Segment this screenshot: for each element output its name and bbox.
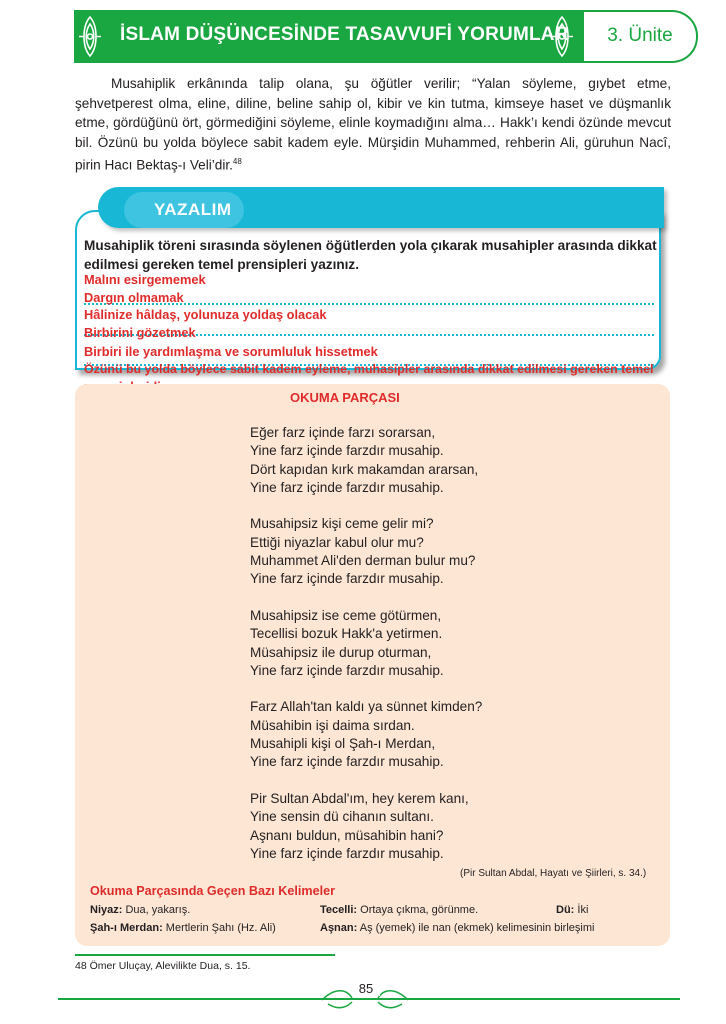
poem-stanza [250,424,570,497]
unit-badge [584,12,696,61]
poem-line: Pir Sultan Abdal'ım, hey kerem kanı, [250,790,469,806]
answer-text: Dargın olmamak [84,290,184,305]
poem-line: Yine farz içinde farzdır musahip. [250,443,444,459]
poem-line: Yine farz içinde farzdır musahip. [250,571,444,587]
glossary-item [320,904,478,916]
unit-label: 3. Ünite [607,25,673,46]
glossary-term: Dü: [556,904,575,916]
glossary-term: Niyaz: [90,904,123,916]
header-title: İSLAM DÜŞÜNCESİNDE TASAVVUFİ YORUMLAR [120,24,569,45]
glossary-item [556,904,588,916]
intro-text: Musahiplik erkânında talip olana, şu öğütler verilir; “Yalan söyleme, gıybet etme, şehvetperest olma, eline, diline, beline sahip ol, kibir ve kin tutma, kimseye haset ve düşmanlık etme, gördüğünü ört, görmediğini söyleme, elinle koymadığını alma… Hakk’ı kendi özünde mevcut bil. Özünü bu yolda böylece sabit kadem eyle. Mürşidin Muhammed, rehberin Ali, güruhun Nacî, pirin Hacı Bektaş-ı Veli’dir. [75,76,671,173]
writing-title: YAZALIM [154,200,232,219]
ornament-icon [76,14,104,59]
poem-line: Yine farz içinde farzdır musahip. [250,662,444,678]
poem-source: (Pir Sultan Abdal, Hayatı ve Şiirleri, s. 34.) [460,868,647,879]
poem-stanza [250,607,570,680]
glossary-item [320,922,594,934]
glossary-item [90,904,190,916]
glossary-term: Tecelli: [320,904,358,916]
poem-line: Tecellisi bozuk Hakk'a yetirmen. [250,626,443,642]
writing-question: Musahiplik töreni sırasında söylenen öğütlerden yola çıkarak musahipler arasında dikkat edilmesi gereken temel prensipleri yazınız. [84,238,657,272]
page-header [74,10,698,63]
footnote-rule [75,954,335,956]
glossary-meaning: Ortaya çıkma, görünme. [360,904,479,916]
poem-line: Aşnanı buldun, müsahibin hani? [250,827,444,843]
answer-text: Hâlinize hâldaş, yolunuza yoldaş olacak [84,307,327,322]
glossary-meaning: İki [577,904,589,916]
footnote: 48 Ömer Uluçay, Alevilikte Dua, s. 15. [75,960,251,972]
poem [250,424,570,863]
poem-line: Farz Allah'tan kaldı ya sünnet kimden? [250,699,483,715]
reading-title: OKUMA PARÇASI [290,390,400,405]
poem-line: Müsahibin işi daima sırdan. [250,717,415,733]
poem-line: Musahipsiz ise ceme götürmen, [250,607,442,623]
glossary-item [90,922,276,934]
intro-paragraph [75,74,671,176]
poem-stanza [250,698,570,771]
poem-line: Musahipli kişi ol Şah-ı Merdan, [250,736,436,752]
glossary-meaning: Aş (yemek) ile nan (ekmek) kelimesinin birleşimi [359,922,595,934]
footnote-reference: 48 [232,157,242,167]
page-number: 85 [352,981,380,996]
poem-stanza [250,790,570,863]
ornament-icon [548,14,576,59]
poem-line: Muhammet Ali'den derman bulur mu? [250,553,476,569]
glossary-meaning: Mertlerin Şahı (Hz. Ali) [165,922,276,934]
poem-line: Yine sensin dü cihanın sultanı. [250,809,434,825]
poem-line: Eğer farz içinde farzı sorarsan, [250,425,436,440]
poem-line: Yine farz içinde farzdır musahip. [250,845,444,861]
poem-line: Musahipsiz kişi ceme gelir mi? [250,516,434,532]
poem-line: Müsahipsiz ile durup oturman, [250,644,432,660]
glossary-term: Şah-ı Merdan: [90,922,163,934]
poem-line: Yine farz içinde farzdır musahip. [250,754,444,770]
glossary-meaning: Dua, yakarış. [125,904,191,916]
answer-text: Birbiri ile yardımlaşma ve sorumluluk hissetmek [84,344,378,359]
answer-text: Malını esirgememek [84,272,206,287]
poem-stanza [250,515,570,588]
glossary-title: Okuma Parçasında Geçen Bazı Kelimeler [90,884,335,898]
poem-line: Ettiği niyazlar kabul olur mu? [250,534,424,550]
poem-line: Yine farz içinde farzdır musahip. [250,479,444,495]
answer-text: Birbirini gözetmek [84,325,196,340]
poem-line: Dört kapıdan kırk makamdan ararsan, [250,461,479,477]
glossary-term: Aşnan: [320,922,358,934]
answer-text: Özünü bu yolda böylece sabit kadem eyleme, muhasipler arasında dikkat edilmesi gereken temel [84,362,654,376]
